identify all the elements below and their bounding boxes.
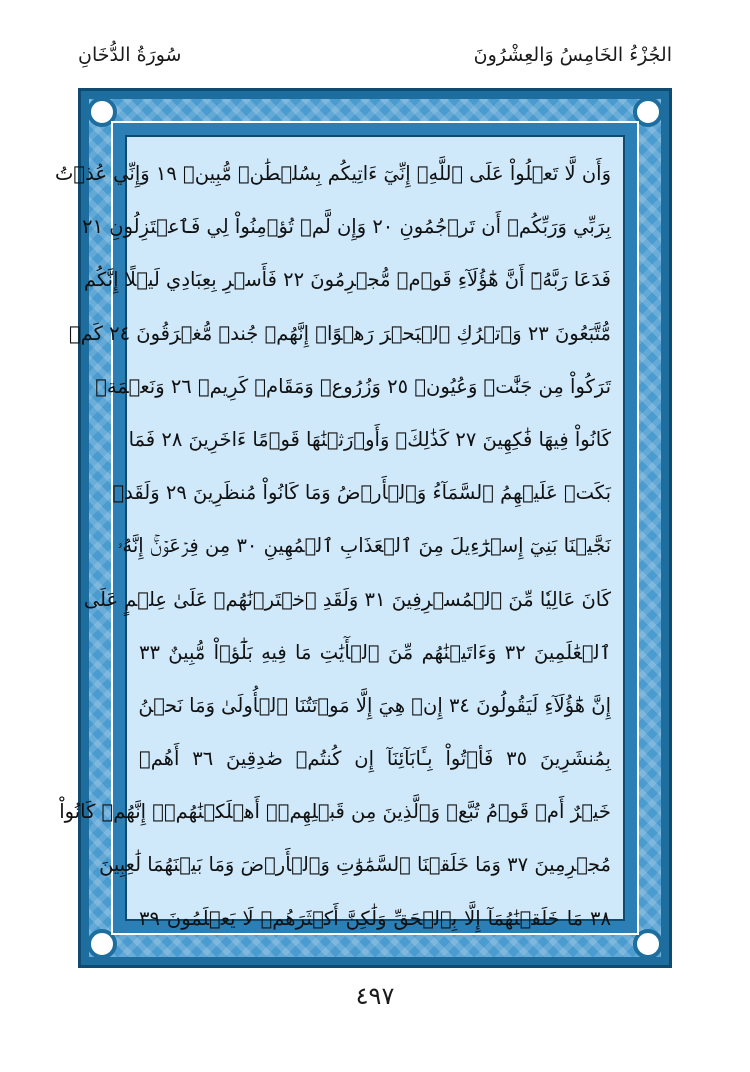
- quran-text-panel: [55, 135, 625, 930]
- page-number: ٤٩٧: [355, 982, 395, 1010]
- verse-line: كَانُواْ فِيهَا فَٰكِهِينَ ٢٧ كَذَٰلِكَۖ وَأَوۡرَثۡنَٰهَا قَوۡمًا ءَاخَرِينَ ٢٨ فَمَا: [128, 427, 611, 451]
- verse-line: فَدَعَا رَبَّهُۥٓ أَنَّ هَٰٓؤُلَآءِ قَوۡمٞ مُّجۡرِمُونَ ٢٢ فَأَسۡرِ بِعِبَادِي لَيۡلًا إِنَّكُم: [83, 268, 611, 292]
- verse-line: وَأَن لَّا تَعۡلُواْ عَلَى ٱللَّهِۖ إِنِّيٓ ءَاتِيكُم بِسُلۡطَٰنٖ مُّبِينٖ ١٩ وَإِنِّي عُذۡتُ: [55, 162, 611, 185]
- verse-line: خَيۡرٌ أَمۡ قَوۡمُ تُبَّعٖ وَٱلَّذِينَ مِن قَبۡلِهِمۡۚ أَهۡلَكۡنَٰهُمۡۖ إِنَّهُمۡ كَانُواْ: [59, 800, 611, 824]
- ornamental-frame: [55, 88, 672, 968]
- verse-line: كَانَ عَالِيٗا مِّنَ ٱلۡمُسۡرِفِينَ ٣١ وَلَقَدِ ٱخۡتَرۡنَٰهُمۡ عَلَىٰ عِلۡمٍ عَلَى: [83, 587, 611, 611]
- surah-title: سُورَةُ الدُّخَانِ: [78, 44, 182, 66]
- verse-line: ٱلۡعَٰلَمِينَ ٣٢ وَءَاتَيۡنَٰهُم مِّنَ ٱلۡأٓيَٰتِ مَا فِيهِ بَلَٰٓؤٞاْ مُّبِينٌ ٣٣: [139, 640, 611, 664]
- verse-line: مُّتَّبَعُونَ ٢٣ وَٱتۡرُكِ ٱلۡبَحۡرَ رَهۡوًاۖ إِنَّهُمۡ جُندٞ مُّغۡرَقُونَ ٢٤ كَمۡ: [68, 321, 611, 345]
- page-header: [78, 40, 672, 80]
- verse-line: بَكَتۡ عَلَيۡهِمُ ٱلسَّمَآءُ وَٱلۡأَرۡضُ وَمَا كَانُواْ مُنظَرِينَ ٢٩ وَلَقَدۡ: [112, 481, 611, 505]
- verse-line: إِنَّ هَٰٓؤُلَآءِ لَيَقُولُونَ ٣٤ إِنۡ هِيَ إِلَّا مَوۡتَتُنَا ٱلۡأُولَىٰ وَمَا نَحۡنُ: [138, 693, 611, 717]
- verse-line: تَرَكُواْ مِن جَنَّٰتٖ وَعُيُونٖ ٢٥ وَزُرُوعٖ وَمَقَامٖ كَرِيمٖ ٢٦ وَنَعۡمَةٖ: [95, 374, 611, 398]
- verse-line: مُجۡرِمِينَ ٣٧ وَمَا خَلَقۡنَا ٱلسَّمَٰوَٰتِ وَٱلۡأَرۡضَ وَمَا بَيۡنَهُمَا لَٰعِبِينَ: [99, 853, 611, 877]
- verse-line: بِرَبِّي وَرَبِّكُمۡ أَن تَرۡجُمُونِ ٢٠ وَإِن لَّمۡ تُؤۡمِنُواْ لِي فَٱعۡتَزِلُونِ ٢١: [82, 215, 611, 239]
- verse-line: نَجَّيۡنَا بَنِيٓ إِسۡرَٰٓءِيلَ مِنَ ٱلۡعَذَابِ ٱلۡمُهِينِ ٣٠ مِن فِرۡعَوۡنَۚ إِنَّهُۥ: [117, 534, 611, 558]
- verse-line: بِمُنشَرِينَ ٣٥ فَأۡتُواْ بِـَٔابَآئِنَآ إِن كُنتُمۡ صَٰدِقِينَ ٣٦ أَهُمۡ: [139, 747, 611, 771]
- juz-title: الجُزْءُ الخَامِسُ وَالعِشْرُونَ: [473, 44, 672, 66]
- verse-line: ٣٨ مَا خَلَقۡنَٰهُمَآ إِلَّا بِٱلۡحَقِّ وَلَٰكِنَّ أَكۡثَرَهُمۡ لَا يَعۡلَمُونَ ٣٩: [139, 906, 611, 930]
